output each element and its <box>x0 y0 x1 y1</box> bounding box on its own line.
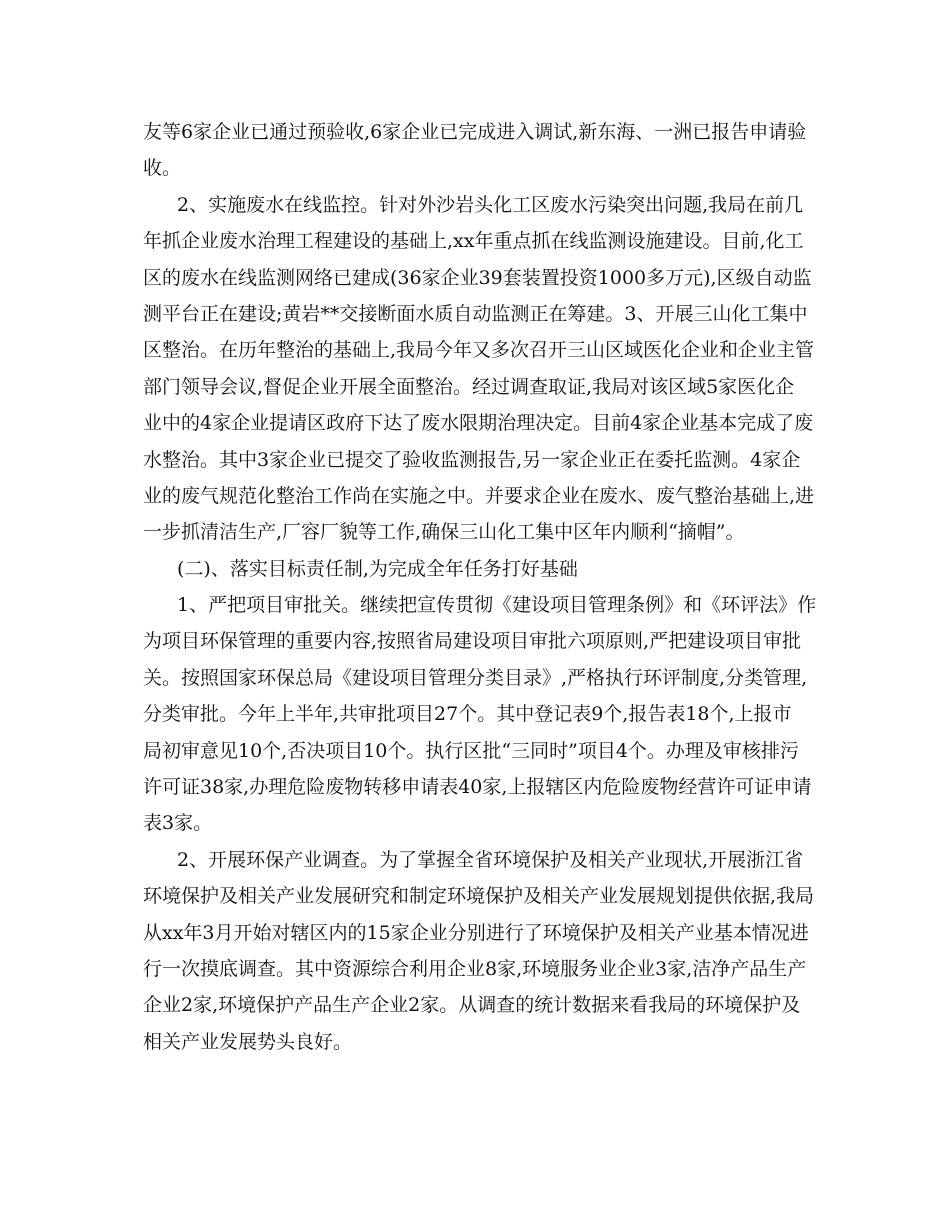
paragraph-start-line: 1、严把项目审批关。继续把宣传贯彻《建设项目管理条例》和《环评法》作 <box>177 594 817 617</box>
text-line: 一步抓清洁生产,厂容厂貌等工作,确保三山化工集中区年内顺利“摘帽”。 <box>143 521 745 544</box>
text-line: 水整治。其中3家企业已提交了验收监测报告,另一家企业正在委托监测。4家企 <box>143 448 801 471</box>
text-line: 区整治。在历年整治的基础上,我局今年又多次召开三山区域医化企业和企业主管 <box>143 339 815 362</box>
text-line: 区的废水在线监测网络已建成(36家企业39套装置投资1000多万元),区级自动监 <box>143 266 812 289</box>
document-body <box>143 114 817 1060</box>
text-line: 收。 <box>143 157 182 180</box>
text-line: 分类审批。今年上半年,共审批项目27个。其中登记表9个,报告表18个,上报市 <box>143 703 792 726</box>
text-line: 关。按照国家环保总局《建设项目管理分类目录》,严格执行环评制度,分类管理, <box>143 666 808 689</box>
text-line: 表3家。 <box>143 812 213 835</box>
text-line: 友等6家企业已通过预验收,6家企业已完成进入调试,新东海、一洲已报告申请验 <box>143 121 807 143</box>
text-line: 企业2家,环境保护产品生产企业2家。从调查的统计数据来看我局的环境保护及 <box>143 994 801 1017</box>
text-line: 许可证38家,办理危险废物转移申请表40家,上报辖区内危险废物经营许可证申请 <box>143 776 812 799</box>
text-line: 业的废气规范化整治工作尚在实施之中。并要求企业在废水、废气整治基础上,进 <box>143 484 815 507</box>
text-line: 年抓企业废水治理工程建设的基础上,xx年重点抓在线监测设施建设。目前,化工 <box>143 230 804 253</box>
text-line: 为项目环保管理的重要内容,按照省局建设项目审批六项原则,严把建设项目审批 <box>143 630 802 653</box>
paragraph-start-line: 2、实施废水在线监控。针对外沙岩头化工区废水污染突出问题,我局在前几 <box>177 193 804 216</box>
paragraph-start-line: 2、开展环保产业调查。为了掌握全省环境保护及相关产业现状,开展浙江省 <box>177 848 804 871</box>
text-line: 局初审意见10个,否决项目10个。执行区批“三同时”项目4个。办理及审核排污 <box>143 739 799 762</box>
text-line: 行一次摸底调查。其中资源综合利用企业8家,环境服务业企业3家,洁净产品生产 <box>143 957 807 980</box>
section-heading-line: (二)、落实目标责任制,为完成全年任务打好基础 <box>177 557 578 580</box>
text-line: 部门领导会议,督促企业开展全面整治。经过调查取证,我局对该区域5家医化企 <box>143 375 795 398</box>
text-line: 从xx年3月开始对辖区内的15家企业分别进行了环境保护及相关产业基本情况进 <box>143 921 809 944</box>
text-line: 环境保护及相关产业发展研究和制定环境保护及相关产业发展规划提供依据,我局 <box>143 885 815 908</box>
text-line: 相关产业发展势头良好。 <box>143 1030 353 1053</box>
text-line: 业中的4家企业提请区政府下达了废水限期治理决定。目前4家企业基本完成了废 <box>143 412 814 435</box>
text-line: 测平台正在建设;黄岩**交接断面水质自动监测正在筹建。3、开展三山化工集中 <box>143 302 808 325</box>
